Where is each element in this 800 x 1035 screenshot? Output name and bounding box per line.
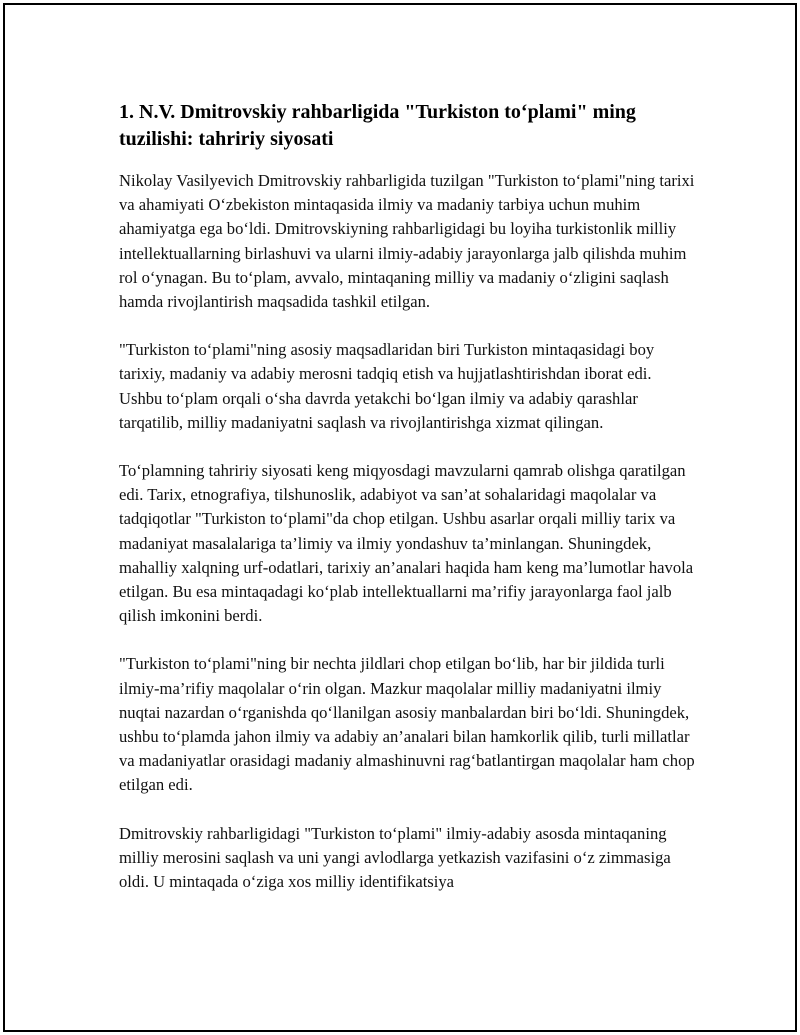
paragraph-4: "Turkiston to‘plami"ning bir nechta jildlari chop etilgan bo‘lib, har bir jildida turli ilmiy-ma’rifiy maqolalar o‘rin olgan. Mazkur maqolalar milliy madaniyatni ilmiy nuqtai nazardan o‘rganishda qo‘llanilgan asosiy manbalardan biri bo‘ldi. Shuningdek, ushbu to‘plamda jahon ilmiy va adabiy an’analari bilan hamkorlik qilib, turli millatlar va madaniyatlar orasidagi madaniy almashinuvni rag‘batlantirgan maqolalar ham chop etilgan edi. — [119, 654, 695, 795]
paragraph-3: To‘plamning tahririy siyosati keng miqyosdagi mavzularni qamrab olishga qaratilgan edi. Tarix, etnografiya, tilshunoslik, adabiyot va san’at sohalaridagi maqolalar va tadqiqotlar "Turkiston to‘plami"da chop etilgan. Ushbu asarlar orqali milliy tarix va madaniyat masalalariga ta’limiy va ilmiy yondashuv ta’minlangan. Shuningdek, mahalliy xalqning urf-odatlari, tarixiy an’analari haqida ham keng ma’lumotlar havola etilgan. Bu esa mintaqadagi ko‘plab intellektuallarni ma’rifiy jarayonlarga faol jalb qilish imkonini berdi. — [119, 461, 694, 626]
page-frame — [3, 3, 797, 1032]
paragraph-2: "Turkiston to‘plami"ning asosiy maqsadlaridan biri Turkiston mintaqasidagi boy tarixiy, madaniy va adabiy merosni tadqiq etish va hujjatlashtirishdan iborat edi. Ushbu to‘plam orqali o‘sha davrda yetakchi bo‘lgan ilmiy va adabiy qarashlar tarqatilib, milliy madaniyatni saqlash va rivojlantirishga xizmat qilingan. — [119, 340, 655, 432]
paragraph-5: Dmitrovskiy rahbarligidagi "Turkiston to‘plami" ilmiy-adabiy asosda mintaqaning milliy merosini saqlash va uni yangi avlodlarga yetkazish vazifasini o‘z zimmasiga oldi. U mintaqada o‘ziga xos milliy identifikatsiya — [119, 823, 671, 892]
document-body — [119, 99, 699, 918]
paragraph-1: Nikolay Vasilyevich Dmitrovskiy rahbarligida tuzilgan "Turkiston to‘plami"ning tarixi va ahamiyati O‘zbekiston mintaqasida ilmiy va madaniy tarbiya uchun muhim ahamiyatga ega bo‘ldi. Dmitrovskiyning rahbarligidagi bu loyiha turkistonlik milliy intellektuallarning birlashuvi va ularni ilmiy-adabiy jarayonlarga jalb qilishda muhim rol o‘ynagan. Bu to‘plam, avvalo, mintaqaning milliy va madaniy o‘zligini saqlash hamda rivojlantirish maqsadida tashkil etilgan. — [119, 171, 695, 312]
section-heading: 1. N.V. Dmitrovskiy rahbarligida "Turkiston to‘plami" ming tuzilishi: tahririy siyosati — [119, 101, 636, 150]
